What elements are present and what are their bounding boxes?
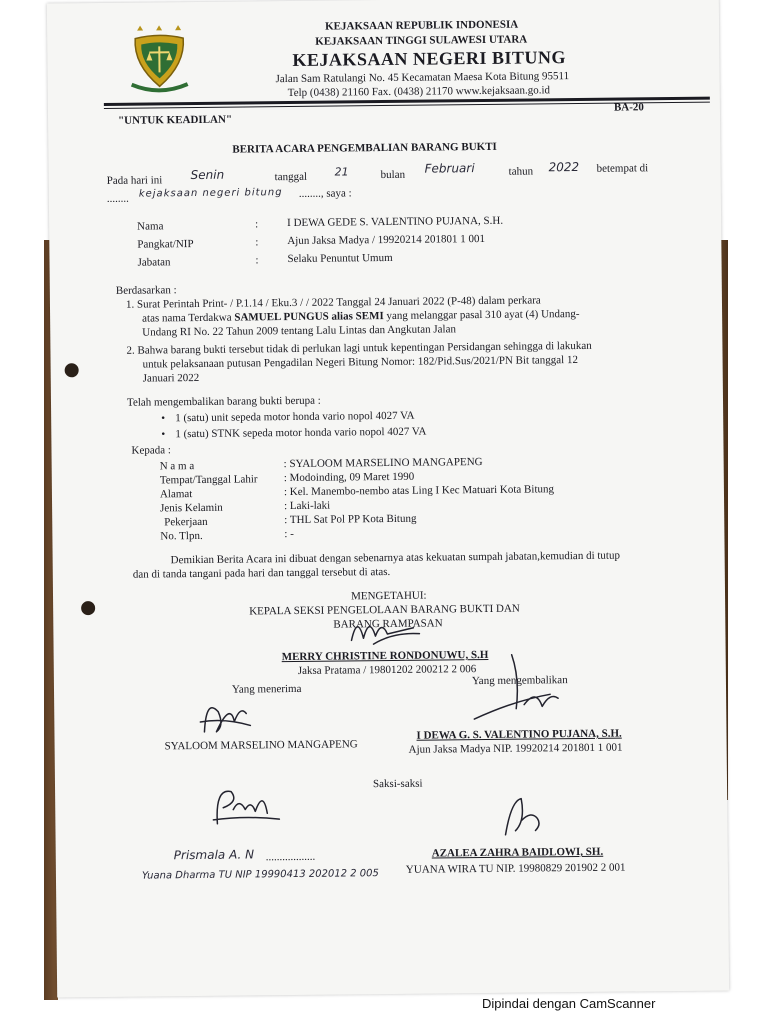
opening-text-5: betempat di	[596, 162, 649, 175]
acknowledged-role-line-2: BARANG RAMPASAN	[333, 617, 443, 631]
returner-nip: Ajun Jaksa Madya NIP. 19920214 201801 1 001	[408, 741, 623, 756]
witnesses-heading: Saksi-saksi	[372, 777, 423, 791]
document-page	[47, 0, 729, 997]
officer-position-value: Selaku Penuntut Umum	[287, 251, 393, 266]
handwritten-date: 21	[334, 165, 349, 179]
basis-heading: Berdasarkan :	[115, 284, 177, 297]
closing-line-1: Demikian Berita Acara ini dibuat dengan sebenarnya atas kekuatan sumpah jabatan,kemudian di tutup	[170, 549, 621, 567]
recipient-address-value: : Kel. Manembo-nembo atas Ling I Kec Matuari Kota Bitung	[283, 483, 555, 499]
punch-hole	[81, 601, 95, 615]
handwritten-month: Februari	[424, 161, 475, 176]
receiver-label: Yang menerima	[231, 682, 302, 696]
basis-item1-line2: atas nama Terdakwa SAMUEL PUNGUS alias SEMI yang melanggar pasal 310 ayat (4) Undang-	[142, 307, 580, 325]
witness-left-signature	[205, 779, 286, 830]
basis-item2-line1: 2. Bahwa barang bukti tersebut tidak di perlukan lagi untuk kepentingan Persidangan sehingga di lakukan	[126, 339, 592, 357]
recipient-job-label: Pekerjaan	[164, 515, 208, 529]
document-code: BA-20	[613, 101, 644, 114]
handwritten-year: 2022	[548, 159, 580, 175]
motto: "UNTUK KEADILAN"	[117, 113, 233, 127]
closing-line-2: dan di tanda tangani pada hari dan tanggal tersebut di atas.	[132, 565, 391, 581]
recipient-birth-label: Tempat/Tanggal Lahir	[159, 473, 258, 487]
officer-name-label: Nama	[137, 220, 164, 233]
returner-name: I DEWA G. S. VALENTINO PUJANA, S.H.	[416, 727, 622, 742]
acknowledged-role-line-1: KEPALA SEKSI PENGELOLAAN BARANG BUKTI DAN	[249, 602, 520, 618]
officer-position-sep: :	[255, 254, 259, 267]
recipient-heading: Kepada :	[131, 444, 171, 457]
recipient-name-value: : SYALOOM MARSELINO MANGAPENG	[283, 456, 483, 471]
recipient-phone-value: : -	[284, 527, 294, 541]
punch-hole	[65, 363, 79, 377]
officer-name-sep: :	[255, 218, 259, 231]
basis-item1-line3: Undang RI No. 22 Tahun 2009 tentang Lalu Lintas dan Angkutan Jalan	[142, 323, 457, 339]
camscanner-footer: Dipindai dengan CamScanner	[482, 996, 656, 1011]
opening-text-2: tanggal	[274, 170, 308, 184]
defendant-name: SAMUEL PUNGUS alias SEMI	[234, 310, 384, 324]
recipient-birth-value: : Modoinding, 09 Maret 1990	[283, 470, 415, 485]
receiver-signature	[194, 691, 254, 738]
receiver-name: SYALOOM MARSELINO MANGAPENG	[164, 738, 358, 753]
recipient-job-value: : THL Sat Pol PP Kota Bitung	[284, 512, 417, 527]
acknowledged-signature	[343, 610, 423, 651]
witness-left-name-handwritten: Prismala A. N	[173, 847, 255, 863]
witness-right-signature	[491, 790, 552, 841]
officer-rank-sep: :	[255, 236, 259, 249]
witness-right-nip: YUANA WIRA TU NIP. 19980829 201902 2 001	[405, 861, 626, 876]
opening-text-4: tahun	[508, 165, 534, 178]
witness-left-nip-handwritten: Yuana Dharma TU NIP 19990413 202012 2 005	[141, 868, 379, 882]
acknowledged-nip: Jaksa Pratama / 19801202 200212 2 006	[297, 663, 477, 677]
opening-text-3: bulan	[380, 168, 406, 182]
opening-text-1: Pada hari ini	[106, 174, 163, 187]
acknowledged-heading: MENGETAHUI:	[350, 589, 427, 603]
basis-item2-line3: Januari 2022	[142, 371, 200, 385]
returned-heading: Telah mengembalikan barang bukti berupa :	[126, 394, 321, 409]
document-title: BERITA ACARA PENGEMBALIAN BARANG BUKTI	[232, 140, 497, 156]
opening-dots-left: ........	[106, 192, 129, 205]
header-contact: Telp (0438) 21160 Fax. (0438) 21170 www.kejaksaan.go.id	[287, 84, 551, 100]
witness-right-name: AZALEA ZAHRA BAIDLOWI, SH.	[431, 845, 604, 860]
officer-position-label: Jabatan	[137, 256, 171, 269]
recipient-gender-value: : Laki-laki	[284, 499, 331, 513]
recipient-name-label: N a m a	[159, 460, 195, 473]
header-line-3: KEJAKSAAN NEGERI BITUNG	[292, 47, 567, 70]
returner-label: Yang mengembalikan	[471, 674, 568, 688]
header-line-1: KEJAKSAAN REPUBLIK INDONESIA	[325, 18, 519, 33]
returned-item: • 1 (satu) unit sepeda motor honda vario nopol 4027 VA	[175, 410, 415, 425]
kejaksaan-emblem-icon	[127, 24, 192, 95]
handwritten-place: kejaksaan negeri bitung	[138, 187, 283, 200]
witness-left-dots: ..................	[265, 850, 316, 864]
returner-signature	[454, 648, 565, 729]
basis-item1-line1: 1. Surat Perintah Print- / P.1.14 / Eku.3 / / 2022 Tanggal 24 Januari 2022 (P-48) dalam perkara	[125, 294, 541, 311]
officer-name-value: I DEWA GEDE S. VALENTINO PUJANA, S.H.	[287, 214, 504, 230]
officer-rank-value: Ajun Jaksa Madya / 19920214 201801 1 001	[287, 232, 486, 248]
header-address: Jalan Sam Ratulangi No. 45 Kecamatan Maesa Kota Bitung 95511	[275, 70, 570, 86]
recipient-address-label: Alamat	[159, 488, 193, 501]
recipient-phone-label: No. Tlpn.	[160, 529, 203, 543]
recipient-gender-label: Jenis Kelamin	[160, 501, 223, 515]
handwritten-day: Senin	[190, 167, 225, 183]
opening-dots-right: ........, saya :	[298, 187, 352, 200]
header-line-2: KEJAKSAAN TINGGI SULAWESI UTARA	[315, 33, 528, 48]
returned-item: • 1 (satu) STNK sepeda motor honda vario nopol 4027 VA	[175, 426, 426, 441]
acknowledged-name: MERRY CHRISTINE RONDONUWU, S.H	[281, 648, 489, 664]
officer-rank-label: Pangkat/NIP	[137, 238, 194, 251]
basis-item2-line2: untuk pelaksanaan putusan Pengadilan Negeri Bitung Nomor: 182/Pid.Sus/2021/PN Bit tanggal 12	[142, 354, 579, 371]
